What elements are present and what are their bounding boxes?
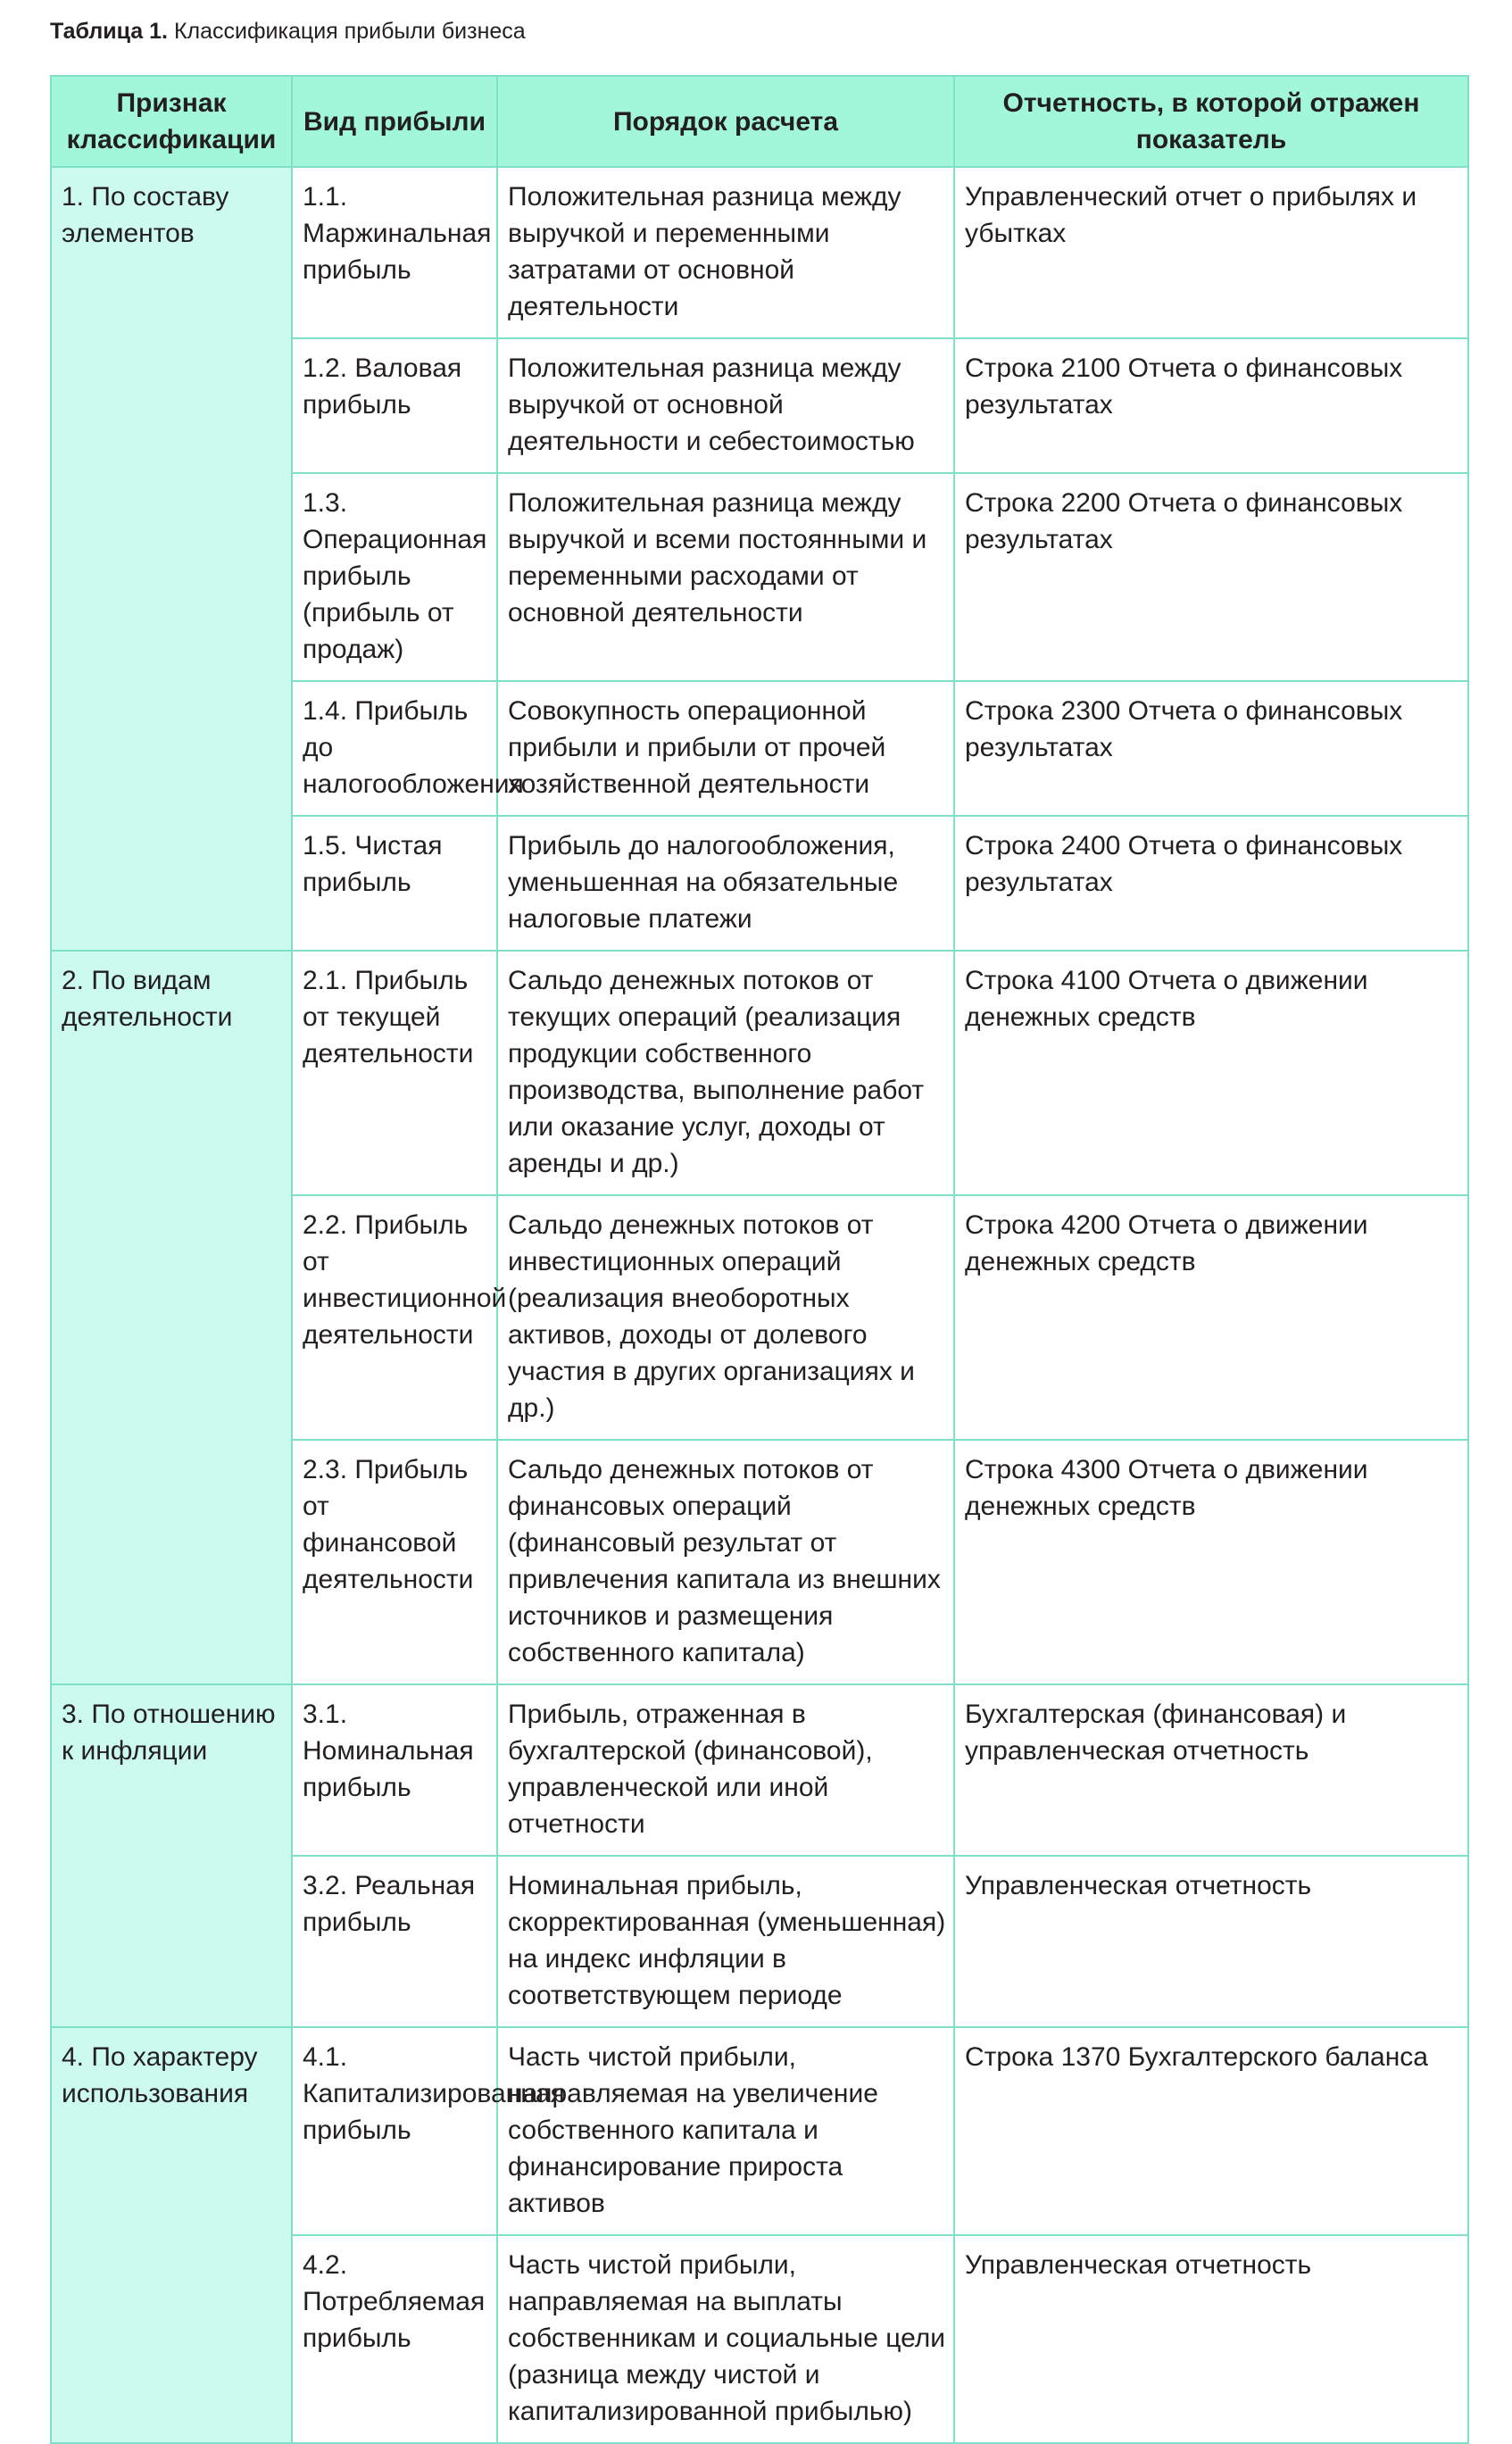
table-row	[51, 951, 1468, 1195]
report-cell: Управленческая отчетность	[954, 1856, 1468, 2027]
report-cell: Строка 1370 Бухгалтерского баланса	[954, 2027, 1468, 2235]
report-cell: Бухгалтерская (финансовая) и управленческая отчетность	[954, 1684, 1468, 1856]
group-criterion: 1. По составу элементов	[62, 182, 229, 248]
header-type: Вид прибыли	[292, 76, 497, 167]
profit-type-cell: 1.2. Валовая прибыль	[292, 338, 497, 473]
profit-type-cell: 3.1. Номинальная прибыль	[292, 1684, 497, 1856]
calculation-cell: Совокупность операционной прибыли и прибыли от прочей хозяйственной деятельности	[497, 681, 954, 816]
report-cell: Управленческий отчет о прибылях и убытках	[954, 167, 1468, 338]
profit-type-cell: 1.1. Маржинальная прибыль	[292, 167, 497, 338]
caption-title: Классификация прибыли бизнеса	[168, 19, 526, 44]
profit-type-cell: 1.3. Операционная прибыль (прибыль от продаж)	[292, 473, 497, 681]
profit-type-cell: 2.1. Прибыль от текущей деятельности	[292, 951, 497, 1195]
table-caption	[50, 16, 526, 46]
profit-type-cell: 1.4. Прибыль до налогообложения	[292, 681, 497, 816]
table-row	[51, 167, 1468, 338]
calculation-cell: Сальдо денежных потоков от текущих операций (реализация продукции собственного производства, выполнение работ или оказание услуг, доходы от аренды и др.)	[497, 951, 954, 1195]
calculation-cell: Прибыль, отраженная в бухгалтерской (финансовой), управленческой или иной отчетности	[497, 1684, 954, 1856]
profit-type-cell: 2.3. Прибыль от финансовой деятельности	[292, 1440, 497, 1684]
header-report: Отчетность, в которой отражен показатель	[954, 76, 1468, 167]
header-row	[51, 76, 1468, 167]
profit-type-cell: 2.2. Прибыль от инвестиционной деятельности	[292, 1195, 497, 1440]
report-cell: Строка 2100 Отчета о финансовых результатах	[954, 338, 1468, 473]
report-cell: Строка 2300 Отчета о финансовых результатах	[954, 681, 1468, 816]
report-cell: Управленческая отчетность	[954, 2235, 1468, 2443]
calculation-cell: Положительная разница между выручкой и всеми постоянными и переменными расходами от основной деятельности	[497, 473, 954, 681]
group-criterion: 4. По характеру использования	[62, 2042, 258, 2108]
profit-type-cell: 3.2. Реальная прибыль	[292, 1856, 497, 2027]
header-criterion: Признак классификации	[51, 76, 292, 167]
header-calc: Порядок расчета	[497, 76, 954, 167]
profit-type-cell: 4.2. Потребляемая прибыль	[292, 2235, 497, 2443]
calculation-cell: Часть чистой прибыли, направляемая на увеличение собственного капитала и финансирование прироста активов	[497, 2027, 954, 2235]
group-criterion: 2. По видам деятельности	[62, 966, 233, 1032]
report-cell: Строка 4200 Отчета о движении денежных средств	[954, 1195, 1468, 1440]
calculation-cell: Положительная разница между выручкой от основной деятельности и себестоимостью	[497, 338, 954, 473]
group-criterion: 3. По отношению к инфляции	[62, 1700, 276, 1766]
group-criterion-cell	[51, 1684, 292, 2027]
caption-label: Таблица 1.	[50, 19, 168, 44]
profit-classification-table	[50, 75, 1469, 2444]
profit-type-cell: 4.1. Капитализированная прибыль	[292, 2027, 497, 2235]
group-criterion-cell	[51, 167, 292, 951]
calculation-cell: Прибыль до налогообложения, уменьшенная на обязательные налоговые платежи	[497, 816, 954, 951]
report-cell: Строка 2400 Отчета о финансовых результатах	[954, 816, 1468, 951]
calculation-cell: Положительная разница между выручкой и переменными затратами от основной деятельности	[497, 167, 954, 338]
calculation-cell: Сальдо денежных потоков от финансовых операций (финансовый результат от привлечения капитала из внешних источников и размещения собственного капитала)	[497, 1440, 954, 1684]
table-row	[51, 2027, 1468, 2235]
calculation-cell: Номинальная прибыль, скорректированная (уменьшенная) на индекс инфляции в соответствующем периоде	[497, 1856, 954, 2027]
profit-type-cell: 1.5. Чистая прибыль	[292, 816, 497, 951]
table-row	[51, 1684, 1468, 1856]
report-cell: Строка 4100 Отчета о движении денежных средств	[954, 951, 1468, 1195]
report-cell: Строка 2200 Отчета о финансовых результатах	[954, 473, 1468, 681]
group-criterion-cell	[51, 951, 292, 1684]
calculation-cell: Часть чистой прибыли, направляемая на выплаты собственникам и социальные цели (разница между чистой и капитализированной прибылью)	[497, 2235, 954, 2443]
calculation-cell: Сальдо денежных потоков от инвестиционных операций (реализация внеоборотных активов, доходы от долевого участия в других организациях и др.)	[497, 1195, 954, 1440]
report-cell: Строка 4300 Отчета о движении денежных средств	[954, 1440, 1468, 1684]
group-criterion-cell	[51, 2027, 292, 2443]
